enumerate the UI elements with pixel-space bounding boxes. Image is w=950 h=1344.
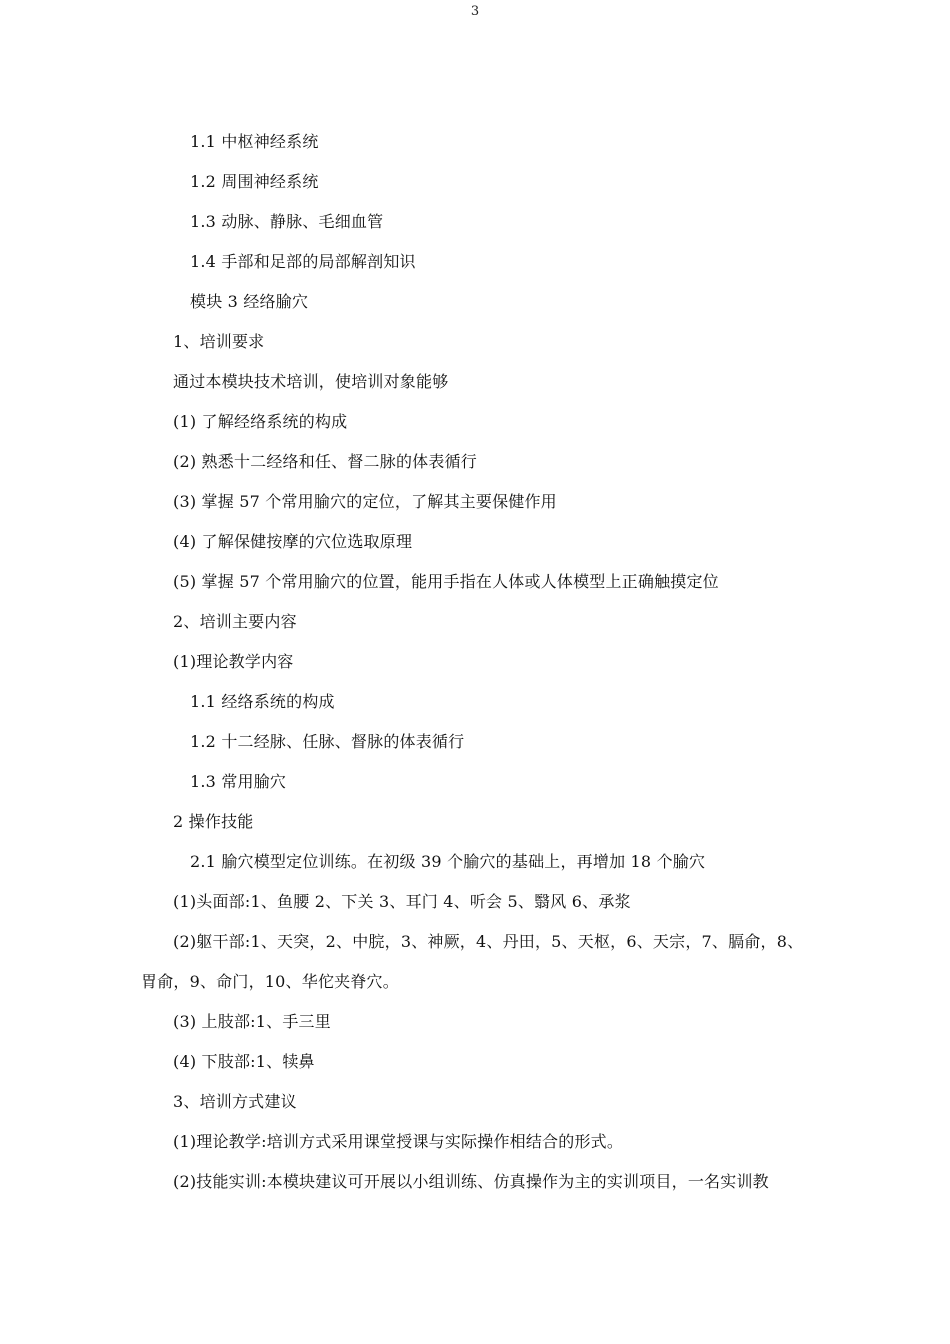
text-line: 通过本模块技术培训，使培训对象能够 [173,372,449,391]
text-line: 胃俞，9、命门，10、华佗夹脊穴。 [141,972,399,991]
text-line: 1.4 手部和足部的局部解剖知识 [190,252,416,271]
text-line: 2 操作技能 [173,812,254,831]
text-line: (2) 熟悉十二经络和任、督二脉的体表循行 [173,452,477,471]
text-line: (4) 了解保健按摩的穴位选取原理 [173,532,413,551]
text-line: (3) 掌握 57 个常用腧穴的定位，了解其主要保健作用 [173,492,557,511]
text-line: (2)技能实训:本模块建议可开展以小组训练、仿真操作为主的实训项目，一名实训教 [173,1172,769,1191]
text-line: 1.1 经络系统的构成 [190,692,335,711]
text-line: 1.2 十二经脉、任脉、督脉的体表循行 [190,732,465,751]
text-line: (1)理论教学:培训方式采用课堂授课与实际操作相结合的形式。 [173,1132,624,1151]
text-line: 3、培训方式建议 [173,1092,297,1111]
text-line: (5) 掌握 57 个常用腧穴的位置，能用手指在人体或人体模型上正确触摸定位 [173,572,719,591]
text-line: (4) 下肢部:1、犊鼻 [173,1052,315,1071]
text-line: (3) 上肢部:1、手三里 [173,1012,331,1031]
text-line: 模块 3 经络腧穴 [190,292,309,311]
text-line: 2、培训主要内容 [173,612,297,631]
text-line: 1.3 动脉、静脉、毛细血管 [190,212,384,231]
text-line: 1、培训要求 [173,332,265,351]
text-line: (1) 了解经络系统的构成 [173,412,348,431]
text-line: 2.1 腧穴模型定位训练。在初级 39 个腧穴的基础上，再增加 18 个腧穴 [190,852,706,871]
text-line: 1.2 周围神经系统 [190,172,319,191]
text-line: 1.1 中枢神经系统 [190,132,319,151]
page-number: 3 [470,4,480,19]
text-line: 1.3 常用腧穴 [190,772,287,791]
text-line: (1)头面部:1、鱼腰 2、下关 3、耳门 4、听会 5、翳风 6、承浆 [173,892,631,911]
text-line: (1)理论教学内容 [173,652,294,671]
text-line: (2)躯干部:1、天突，2、中脘，3、神厥，4、丹田，5、天枢，6、天宗，7、膈俞，8、 [173,932,804,951]
